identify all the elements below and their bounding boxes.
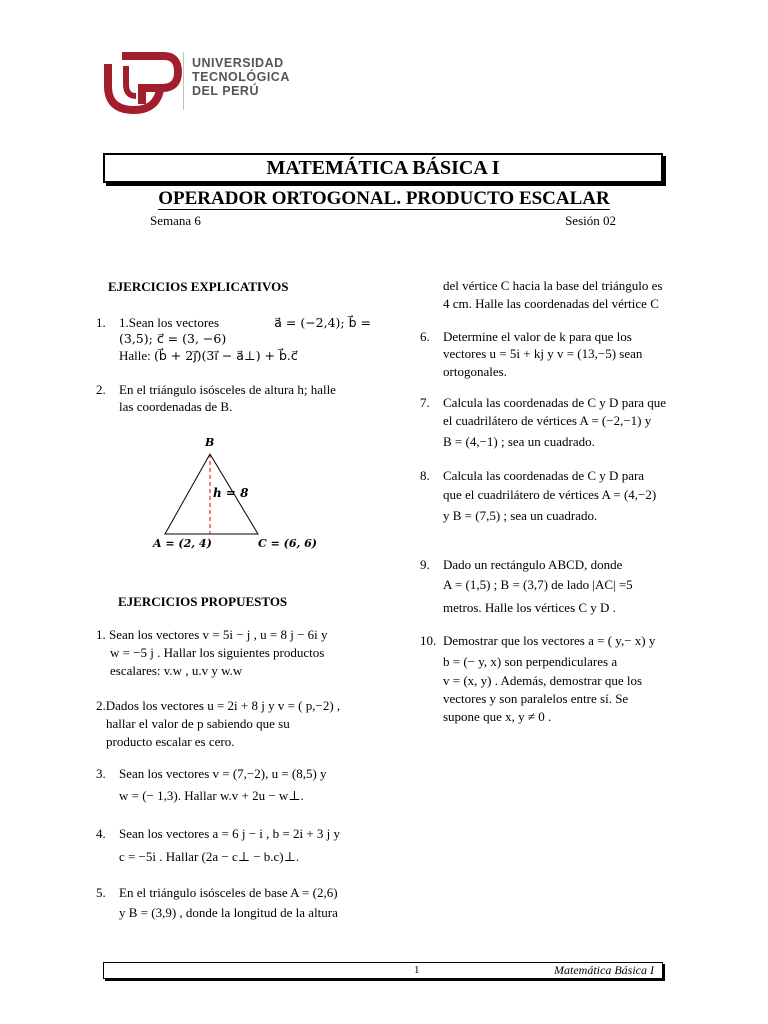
p10-line-5: supone que x, y ≠ 0 . [443, 709, 552, 724]
logo-line-1: UNIVERSIDAD [192, 56, 284, 70]
p5-cont-line-2: 4 cm. Halle las coordenadas del vértice C [443, 296, 659, 311]
ex1-halle-label: Halle: [119, 348, 151, 363]
p3-line-2: w = (− 1,3). Hallar w.v + 2u − w⊥. [119, 788, 304, 803]
week-label: Semana 6 [150, 213, 201, 228]
p1-line-1: 1. Sean los vectores v = 5i − j , u = 8 j − 6i y [96, 627, 328, 642]
ex1-line-2: (3,5); c⃗ = (3, −6) [119, 331, 227, 346]
p2-line-3: producto escalar es cero. [106, 734, 235, 749]
ex1-number: 1. [96, 315, 106, 330]
p9-line-2: A = (1,5) ; B = (3,7) de lado |AC| =5 [443, 577, 633, 592]
p10-line-2: b = (− y, x) son perpendiculares a [443, 654, 618, 669]
explicativos-heading: EJERCICIOS EXPLICATIVOS [108, 279, 289, 294]
p2-line-2: hallar el valor de p sabiendo que su [106, 716, 290, 731]
utp-logo-mark [104, 52, 184, 114]
ex1-line-3-math: (b⃗ + 2j⃗)(3i⃗ − a⃗⊥) + b⃗.c⃗ [154, 348, 298, 363]
page-footer [103, 962, 663, 979]
p8-number: 8. [420, 468, 430, 483]
p7-line-1: Calcula las coordenadas de C y D para que [443, 395, 667, 410]
p8-line-3: y B = (7,5) ; sea un cuadrado. [443, 508, 598, 523]
ex1-line-3 [119, 347, 298, 365]
p1-line-2: w = −5 j . Hallar los siguientes productos [110, 645, 325, 660]
ex2-line-1: En el triángulo isósceles de altura h; halle [119, 382, 336, 397]
utp-logo [104, 52, 290, 114]
p5-number: 5. [96, 885, 106, 900]
p3-number: 3. [96, 766, 106, 781]
p10-line-4: vectores y son paralelos entre sí. Se [443, 691, 629, 706]
p8-line-2: que el cuadrilátero de vértices A = (4,−2) [443, 487, 657, 502]
p7-line-3: B = (4,−1) ; sea un cuadrado. [443, 434, 595, 449]
triangle-label-b: B [205, 436, 215, 449]
p3-line-1: Sean los vectores v = (7,−2), u = (8,5) y [119, 766, 327, 781]
logo-line-2: TECNOLÓGICA [192, 70, 290, 84]
p1-line-3: escalares: v.w , u.v y w.w [110, 663, 243, 678]
p5-line-1: En el triángulo isósceles de base A = (2,6) [119, 885, 338, 900]
triangle-label-a: A = (2, 4) [153, 537, 212, 550]
p10-line-3: v = (x, y) . Además, demostrar que los [443, 673, 643, 688]
ex1-line-1-prefix: 1.Sean los vectores [119, 315, 220, 330]
topic-title [0, 188, 768, 210]
p5-cont-line-1: del vértice C hacia la base del triángulo es [443, 278, 663, 293]
p10-line-1: Demostrar que los vectores a = ( y,− x) y [443, 633, 656, 648]
footer-course-name: Matemática Básica I [554, 963, 654, 977]
p9-line-3: metros. Halle los vértices C y D . [443, 600, 616, 615]
p10-number: 10. [420, 633, 437, 648]
p5-line-2: y B = (3,9) , donde la longitud de la altura [119, 905, 338, 920]
p7-number: 7. [420, 395, 430, 410]
p6-number: 6. [420, 329, 430, 344]
p7-line-2: el cuadrilátero de vértices A = (−2,−1) y [443, 413, 652, 428]
p6-line-3: ortogonales. [443, 364, 507, 379]
p9-line-1: Dado un rectángulo ABCD, donde [443, 557, 623, 572]
p9-number: 9. [420, 557, 430, 572]
p2-line-1: 2.Dados los vectores u = 2i + 8 j y v = ( p,−2) , [96, 698, 341, 713]
p4-line-1: Sean los vectores a = 6 j − i , b = 2i + 3 j y [119, 826, 341, 841]
course-title: MATEMÁTICA BÁSICA I [103, 153, 663, 183]
ex1-line-1-math: a⃗ = (−2,4); b⃗ = [274, 315, 371, 330]
p6-line-2: vectores u = 5i + kj y v = (13,−5) sean [443, 346, 643, 361]
propuestos-heading: EJERCICIOS PROPUESTOS [118, 594, 288, 609]
ex2-line-2: las coordenadas de B. [119, 399, 233, 414]
logo-line-3: DEL PERÚ [192, 84, 259, 98]
logo-wordmark [192, 56, 290, 98]
p4-number: 4. [96, 826, 106, 841]
p6-line-1: Determine el valor de k para que los [443, 329, 632, 344]
topic-title-text: OPERADOR ORTOGONAL. PRODUCTO ESCALAR [158, 188, 610, 209]
ex2-number: 2. [96, 382, 106, 397]
session-label: Sesión 02 [565, 213, 616, 228]
triangle-label-c: C = (6, 6) [258, 537, 318, 550]
p4-line-2: c = −5i . Hallar (2a − c⊥ − b.c)⊥. [119, 849, 300, 864]
p8-line-1: Calcula las coordenadas de C y D para [443, 468, 645, 483]
triangle-label-h: h = 8 [213, 486, 249, 500]
page-number: 1 [414, 964, 420, 976]
